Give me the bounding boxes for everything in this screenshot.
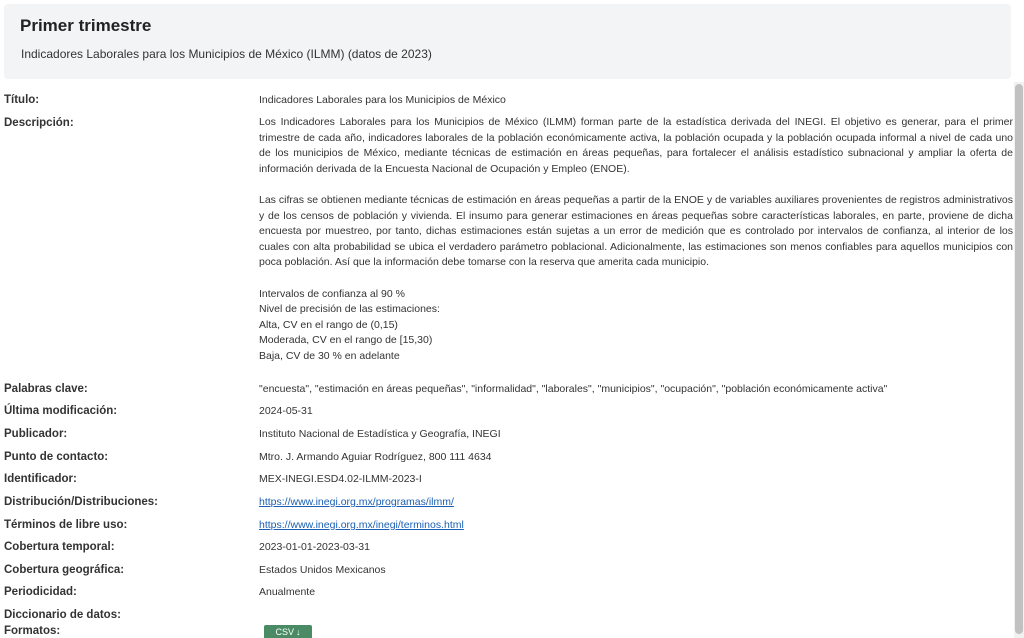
description-line: Baja, CV de 30 % en adelante [259, 349, 400, 362]
label-cobertura-temporal: Cobertura temporal: [4, 541, 115, 553]
value-descripcion [259, 115, 1013, 365]
terminos-link[interactable]: https://www.inegi.org.mx/inegi/terminos.html [259, 519, 464, 531]
csv-download-button[interactable] [264, 625, 312, 638]
csv-label: CSV [275, 627, 294, 637]
value-punto-contacto: Mtro. J. Armando Aguiar Rodríguez, 800 111 4634 [259, 451, 492, 463]
label-terminos: Términos de libre uso: [4, 519, 128, 531]
value-palabras-clave: "encuesta", "estimación en áreas pequeñas", "informalidad", "laborales", "municipios", "ocupación", "población económicamente activa" [259, 383, 888, 395]
page-title: Primer trimestre [20, 16, 152, 35]
label-ultima-modificacion: Última modificación: [4, 405, 118, 417]
description-line: Intervalos de confianza al 90 % [259, 287, 405, 300]
description-line: Alta, CV en el rango de (0,15) [259, 318, 398, 331]
description-line: Nivel de precisión de las estimaciones: [259, 303, 440, 316]
label-titulo: Título: [4, 94, 40, 106]
label-cobertura-geografica: Cobertura geográfica: [4, 564, 125, 576]
value-titulo: Indicadores Laborales para los Municipios de México [259, 94, 506, 106]
label-publicador: Publicador: [4, 428, 68, 440]
value-ultima-modificacion: 2024-05-31 [259, 405, 313, 417]
label-palabras-clave: Palabras clave: [4, 383, 88, 395]
distribucion-link[interactable]: https://www.inegi.org.mx/programas/ilmm/ [259, 496, 454, 508]
value-cobertura-geografica: Estados Unidos Mexicanos [259, 564, 386, 576]
download-icon: ↓ [296, 627, 301, 637]
description-paragraph-1: Los Indicadores Laborales para los Municipios de México (ILMM) forman parte de la estadística derivada del INEGI. El objetivo es generar, para el primer trimestre de cada año, indicadores laborales de la población económicamente activa, la población ocupada y la población ocupada informal a nivel de cada uno de los municipios de México, mediante técnicas de estimación en áreas pequeñas, para fortalecer el análisis estadístico subnacional y ampliar la oferta de información derivada de la Encuesta Nacional de Ocupación y Empleo (ENOE). [259, 116, 1013, 175]
label-periodicidad: Periodicidad: [4, 586, 77, 598]
scrollbar-thumb[interactable] [1015, 84, 1023, 634]
label-distribucion: Distribución/Distribuciones: [4, 496, 158, 508]
label-identificador: Identificador: [4, 473, 77, 485]
description-line: Moderada, CV en el rango de [15,30) [259, 334, 433, 347]
description-precision-list [259, 287, 1013, 365]
value-periodicidad: Anualmente [259, 586, 316, 598]
value-publicador: Instituto Nacional de Estadística y Geografía, INEGI [259, 428, 501, 440]
label-punto-contacto: Punto de contacto: [4, 451, 109, 463]
label-descripcion: Descripción: [4, 117, 74, 129]
page-subtitle: Indicadores Laborales para los Municipios de México (ILMM) (datos de 2023) [21, 47, 432, 61]
value-identificador: MEX-INEGI.ESD4.02-ILMM-2023-I [259, 473, 422, 485]
value-cobertura-temporal: 2023-01-01-2023-03-31 [259, 541, 370, 553]
label-formatos: Formatos: [4, 625, 61, 637]
value-distribucion [259, 495, 454, 509]
description-paragraph-2: Las cifras se obtienen mediante técnicas de estimación en áreas pequeñas a partir de la ENOE y de variables auxiliares provenientes de registros administrativos y de los censos de población y vivienda. El insumo para generar estimaciones en áreas pequeñas sobre características laborales, en parte, proviene de dicha encuesta por muestreo, por tanto, dichas estimaciones están sujetas a un error de medición que es controlado por intervalos de confianza, al interior de los cuales con alta probabilidad se ubica el verdadero parámetro poblacional. Adicionalmente, las estimaciones son menos confiables para aquellos municipios con poca población. Así que la información debe tomarse con la reserva que amerita cada municipio. [259, 193, 1013, 269]
label-diccionario-datos: Diccionario de datos: [4, 609, 121, 621]
value-terminos [259, 518, 464, 532]
